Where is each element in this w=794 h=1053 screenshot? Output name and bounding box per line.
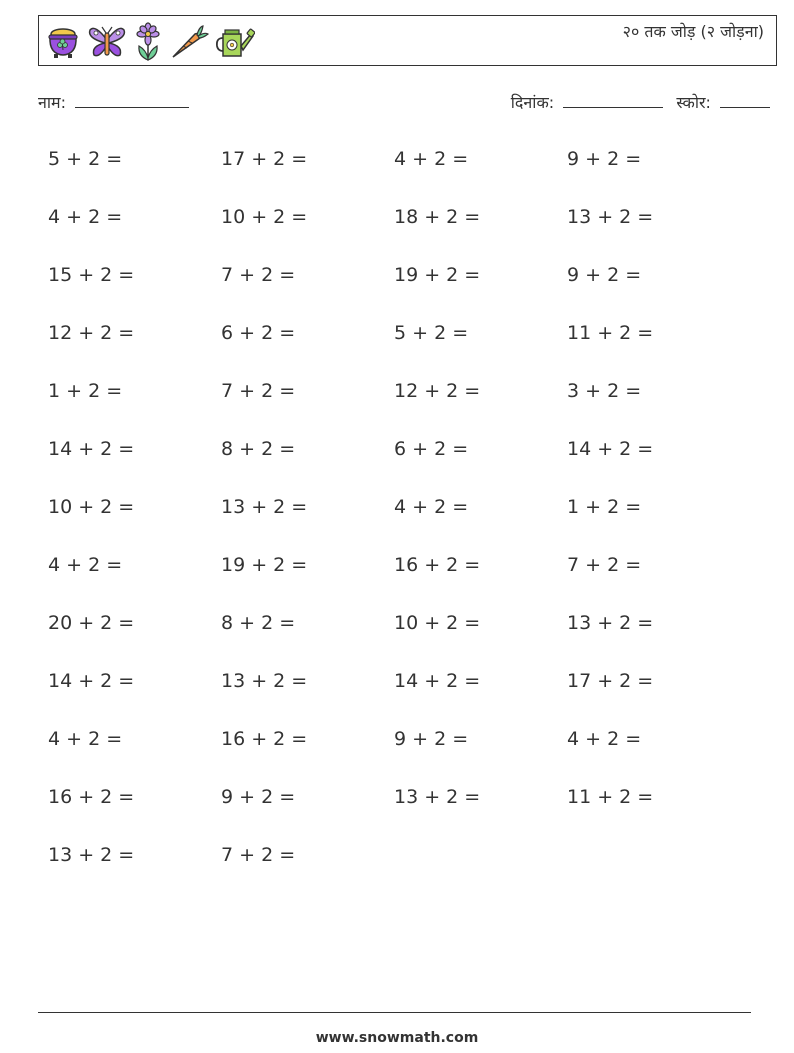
problem-r3-c2: 7 + 2 = bbox=[221, 264, 296, 286]
problem-r12-c1: 16 + 2 = bbox=[48, 786, 135, 808]
problem-r7-c4: 1 + 2 = bbox=[567, 496, 642, 518]
problem-r12-c2: 9 + 2 = bbox=[221, 786, 296, 808]
problem-r11-c4: 4 + 2 = bbox=[567, 728, 642, 750]
problem-r7-c1: 10 + 2 = bbox=[48, 496, 135, 518]
pot-of-gold-icon bbox=[45, 24, 81, 60]
problem-r3-c4: 9 + 2 = bbox=[567, 264, 642, 286]
problem-r1-c2: 17 + 2 = bbox=[221, 148, 308, 170]
problem-r4-c1: 12 + 2 = bbox=[48, 322, 135, 344]
problem-r1-c1: 5 + 2 = bbox=[48, 148, 123, 170]
name-blank[interactable] bbox=[75, 90, 189, 108]
problem-r9-c2: 8 + 2 = bbox=[221, 612, 296, 634]
problem-r5-c1: 1 + 2 = bbox=[48, 380, 123, 402]
problem-r11-c2: 16 + 2 = bbox=[221, 728, 308, 750]
problem-r1-c4: 9 + 2 = bbox=[567, 148, 642, 170]
carrot-icon bbox=[169, 24, 209, 60]
problem-r8-c1: 4 + 2 = bbox=[48, 554, 123, 576]
problem-r5-c2: 7 + 2 = bbox=[221, 380, 296, 402]
problem-r10-c3: 14 + 2 = bbox=[394, 670, 481, 692]
butterfly-icon bbox=[87, 24, 127, 60]
problem-r6-c2: 8 + 2 = bbox=[221, 438, 296, 460]
problem-r12-c4: 11 + 2 = bbox=[567, 786, 654, 808]
problem-r1-c3: 4 + 2 = bbox=[394, 148, 469, 170]
problem-r6-c1: 14 + 2 = bbox=[48, 438, 135, 460]
problem-r9-c3: 10 + 2 = bbox=[394, 612, 481, 634]
flower-icon bbox=[133, 22, 163, 62]
problem-r10-c4: 17 + 2 = bbox=[567, 670, 654, 692]
name-field bbox=[38, 90, 189, 113]
problem-r9-c4: 13 + 2 = bbox=[567, 612, 654, 634]
problem-r8-c4: 7 + 2 = bbox=[567, 554, 642, 576]
problem-r7-c2: 13 + 2 = bbox=[221, 496, 308, 518]
problem-r7-c3: 4 + 2 = bbox=[394, 496, 469, 518]
footer-divider bbox=[38, 1012, 751, 1013]
worksheet-title: २० तक जोड़ (२ जोड़ना) bbox=[622, 22, 764, 41]
date-score-fields bbox=[511, 90, 770, 113]
problem-r2-c3: 18 + 2 = bbox=[394, 206, 481, 228]
problem-r13-c2: 7 + 2 = bbox=[221, 844, 296, 866]
score-blank[interactable] bbox=[720, 90, 770, 108]
problem-r8-c3: 16 + 2 = bbox=[394, 554, 481, 576]
problem-r12-c3: 13 + 2 = bbox=[394, 786, 481, 808]
watering-can-icon bbox=[215, 24, 255, 60]
problem-r4-c3: 5 + 2 = bbox=[394, 322, 469, 344]
problem-r4-c2: 6 + 2 = bbox=[221, 322, 296, 344]
problem-r13-c1: 13 + 2 = bbox=[48, 844, 135, 866]
problem-r9-c1: 20 + 2 = bbox=[48, 612, 135, 634]
problem-r3-c1: 15 + 2 = bbox=[48, 264, 135, 286]
worksheet-header bbox=[38, 15, 777, 66]
problem-r10-c1: 14 + 2 = bbox=[48, 670, 135, 692]
date-label: दिनांक: bbox=[510, 93, 555, 112]
problem-r6-c4: 14 + 2 = bbox=[567, 438, 654, 460]
problem-r11-c1: 4 + 2 = bbox=[48, 728, 123, 750]
date-blank[interactable] bbox=[563, 90, 663, 108]
problem-r2-c1: 4 + 2 = bbox=[48, 206, 123, 228]
problem-r5-c4: 3 + 2 = bbox=[567, 380, 642, 402]
header-icons bbox=[45, 22, 255, 62]
problem-r10-c2: 13 + 2 = bbox=[221, 670, 308, 692]
score-label: स्कोर: bbox=[676, 93, 711, 112]
problem-r11-c3: 9 + 2 = bbox=[394, 728, 469, 750]
problem-r3-c3: 19 + 2 = bbox=[394, 264, 481, 286]
name-label: नाम: bbox=[38, 93, 66, 112]
problem-r2-c4: 13 + 2 = bbox=[567, 206, 654, 228]
problem-r8-c2: 19 + 2 = bbox=[221, 554, 308, 576]
problem-r6-c3: 6 + 2 = bbox=[394, 438, 469, 460]
problem-r4-c4: 11 + 2 = bbox=[567, 322, 654, 344]
footer-url: www.snowmath.com bbox=[315, 1030, 479, 1046]
problem-r5-c3: 12 + 2 = bbox=[394, 380, 481, 402]
problem-r2-c2: 10 + 2 = bbox=[221, 206, 308, 228]
